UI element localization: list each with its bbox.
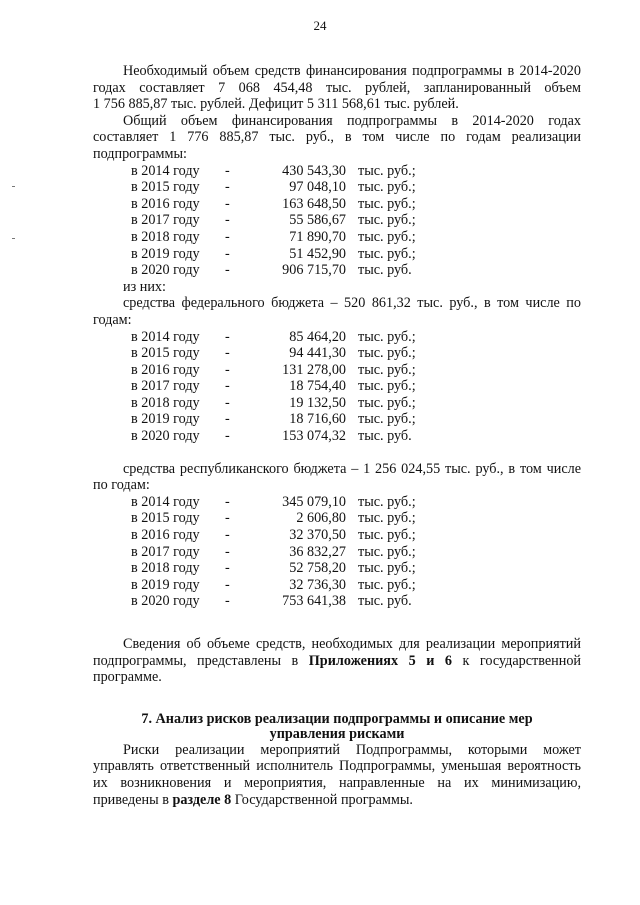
total-by-year-list (93, 163, 581, 279)
amount: 18 716,60 (289, 411, 346, 428)
amount: 71 890,70 (289, 228, 346, 245)
text-line: по годам: (93, 477, 150, 494)
dash: - (225, 195, 230, 212)
year-label: в 2016 году (131, 527, 200, 544)
amount: 94 441,30 (289, 345, 346, 362)
amount: 32 736,30 (289, 576, 346, 593)
amount: 430 543,30 (282, 162, 346, 179)
amount: 753 641,38 (282, 593, 346, 610)
unit: тыс. руб.; (358, 212, 416, 229)
year-label: в 2016 году (131, 361, 200, 378)
text-line: Общий объем финансирования подпрограммы в 2014-2020 годах (123, 112, 581, 129)
amount: 85 464,20 (289, 328, 346, 345)
dash: - (225, 345, 230, 362)
year-row (93, 212, 581, 229)
dash: - (225, 212, 230, 229)
year-row (93, 246, 581, 263)
text-line (93, 792, 581, 809)
dash: - (225, 361, 230, 378)
dash: - (225, 527, 230, 544)
year-label: в 2017 году (131, 212, 200, 229)
year-row (93, 163, 581, 180)
text-line: средства федерального бюджета – 520 861,32 тыс. руб., в том числе по (123, 295, 581, 312)
unit: тыс. руб.; (358, 361, 416, 378)
year-label: в 2015 году (131, 345, 200, 362)
text-line: 1 756 885,87 тыс. рублей. Дефицит 5 311 568,61 тыс. рублей. (93, 96, 459, 113)
unit: тыс. руб.; (358, 411, 416, 428)
unit: тыс. руб.; (358, 560, 416, 577)
year-row (93, 345, 581, 362)
text-line: средства республиканского бюджета – 1 256 024,55 тыс. руб., в том числе (123, 460, 581, 477)
section-reference: разделе 8 (172, 791, 232, 808)
dash: - (225, 493, 230, 510)
section-heading: управления рисками (269, 725, 405, 742)
unit: тыс. руб. (358, 593, 412, 610)
text-line: составляет 1 776 885,87 тыс. руб., в том числе по годам реализации (93, 129, 581, 146)
amount: 153 074,32 (282, 428, 346, 445)
text-line: Необходимый объем средств финансирования подпрограммы в 2014-2020 (123, 63, 581, 79)
spacer (93, 686, 581, 712)
unit: тыс. руб.; (358, 576, 416, 593)
dash: - (225, 510, 230, 527)
text-run: Государственной программы. (234, 791, 413, 808)
dash: - (225, 162, 230, 179)
year-row (93, 527, 581, 544)
amount: 131 278,00 (282, 361, 346, 378)
year-row (93, 229, 581, 246)
dash: - (225, 428, 230, 445)
dash: - (225, 262, 230, 279)
paragraph-republican-budget (93, 461, 581, 494)
year-row (93, 560, 581, 577)
dash: - (225, 411, 230, 428)
dash: - (225, 328, 230, 345)
unit: тыс. руб.; (358, 510, 416, 527)
amount: 52 758,20 (289, 560, 346, 577)
text-line: Сведения об объеме средств, необходимых для реализации мероприятий (123, 636, 581, 652)
amount: 18 754,40 (289, 378, 346, 395)
amount: 906 715,70 (282, 262, 346, 279)
year-row (93, 411, 581, 428)
section-7 (93, 712, 581, 808)
text-line (93, 653, 581, 670)
amount: 32 370,50 (289, 527, 346, 544)
unit: тыс. руб.; (358, 328, 416, 345)
year-row (93, 196, 581, 213)
text-line: годам: (93, 311, 132, 328)
unit: тыс. руб.; (358, 527, 416, 544)
margin-mark (12, 238, 15, 239)
unit: тыс. руб.; (358, 394, 416, 411)
appendix-link-text: Приложениях 5 и 6 (308, 652, 452, 669)
year-row (93, 428, 581, 445)
dash: - (225, 543, 230, 560)
text-line: их возникновения и мероприятия, направленные на их минимизацию, (93, 774, 581, 791)
year-label: в 2017 году (131, 378, 200, 395)
dash: - (225, 394, 230, 411)
year-label: в 2015 году (131, 179, 200, 196)
amount: 36 832,27 (289, 543, 346, 560)
year-row (93, 593, 581, 610)
dash: - (225, 179, 230, 196)
year-row (93, 544, 581, 561)
year-label: в 2020 году (131, 428, 200, 445)
page-number: 24 (313, 18, 327, 33)
year-row (93, 362, 581, 379)
amount: 163 648,50 (282, 195, 346, 212)
text-line: подпрограммы: (93, 145, 187, 162)
amount: 97 048,10 (289, 179, 346, 196)
year-row (93, 510, 581, 527)
year-label: в 2020 году (131, 262, 200, 279)
year-label: в 2018 году (131, 228, 200, 245)
year-row (93, 577, 581, 594)
unit: тыс. руб.; (358, 179, 416, 196)
section-heading: 7. Анализ рисков реализации подпрограммы и описание мер (141, 710, 533, 727)
year-label: в 2017 году (131, 543, 200, 560)
year-label: в 2014 году (131, 162, 200, 179)
amount: 19 132,50 (289, 394, 346, 411)
spacer (93, 610, 581, 636)
dash: - (225, 245, 230, 262)
republican-by-year-list (93, 494, 581, 610)
year-row (93, 179, 581, 196)
margin-mark (12, 186, 15, 187)
paragraph-funding-need (93, 63, 581, 113)
document-body (93, 63, 581, 808)
year-row (93, 378, 581, 395)
year-row (93, 494, 581, 511)
spacer (93, 445, 581, 461)
unit: тыс. руб.; (358, 378, 416, 395)
amount: 345 079,10 (282, 493, 346, 510)
text-line: Риски реализации мероприятий Подпрограммы, которыми может (123, 741, 581, 758)
amount: 51 452,90 (289, 245, 346, 262)
dash: - (225, 560, 230, 577)
year-label: в 2020 году (131, 593, 200, 610)
year-label: в 2019 году (131, 245, 200, 262)
year-row (93, 329, 581, 346)
unit: тыс. руб. (358, 428, 412, 445)
paragraph-appendix-reference (93, 636, 581, 686)
dash: - (225, 378, 230, 395)
dash: - (225, 576, 230, 593)
unit: тыс. руб.; (358, 345, 416, 362)
unit: тыс. руб. (358, 262, 412, 279)
text-line: управлять ответственный исполнитель Подпрограммы, уменьшая вероятность (93, 758, 581, 775)
year-row (93, 262, 581, 279)
year-row (93, 395, 581, 412)
text-line: программе. (93, 669, 162, 686)
of-them-label: из них: (123, 278, 166, 295)
year-label: в 2014 году (131, 328, 200, 345)
unit: тыс. руб.; (358, 228, 416, 245)
year-label: в 2018 году (131, 394, 200, 411)
dash: - (225, 593, 230, 610)
paragraph-total-funding (93, 113, 581, 163)
paragraph-federal-budget (93, 295, 581, 328)
year-label: в 2014 году (131, 493, 200, 510)
text-run: к государственной (462, 652, 582, 669)
text-run: приведены в (93, 791, 169, 808)
federal-by-year-list (93, 329, 581, 445)
year-label: в 2019 году (131, 411, 200, 428)
unit: тыс. руб.; (358, 543, 416, 560)
unit: тыс. руб.; (358, 195, 416, 212)
amount: 2 606,80 (296, 510, 346, 527)
unit: тыс. руб.; (358, 245, 416, 262)
unit: тыс. руб.; (358, 162, 416, 179)
year-label: в 2015 году (131, 510, 200, 527)
text-line: годах составляет 7 068 454,48 тыс. рублей, запланированный объем (93, 79, 581, 96)
unit: тыс. руб.; (358, 493, 416, 510)
year-label: в 2019 году (131, 576, 200, 593)
year-label: в 2018 году (131, 560, 200, 577)
dash: - (225, 228, 230, 245)
text-run: подпрограммы, представлены в (93, 652, 299, 669)
amount: 55 586,67 (289, 212, 346, 229)
year-label: в 2016 году (131, 195, 200, 212)
